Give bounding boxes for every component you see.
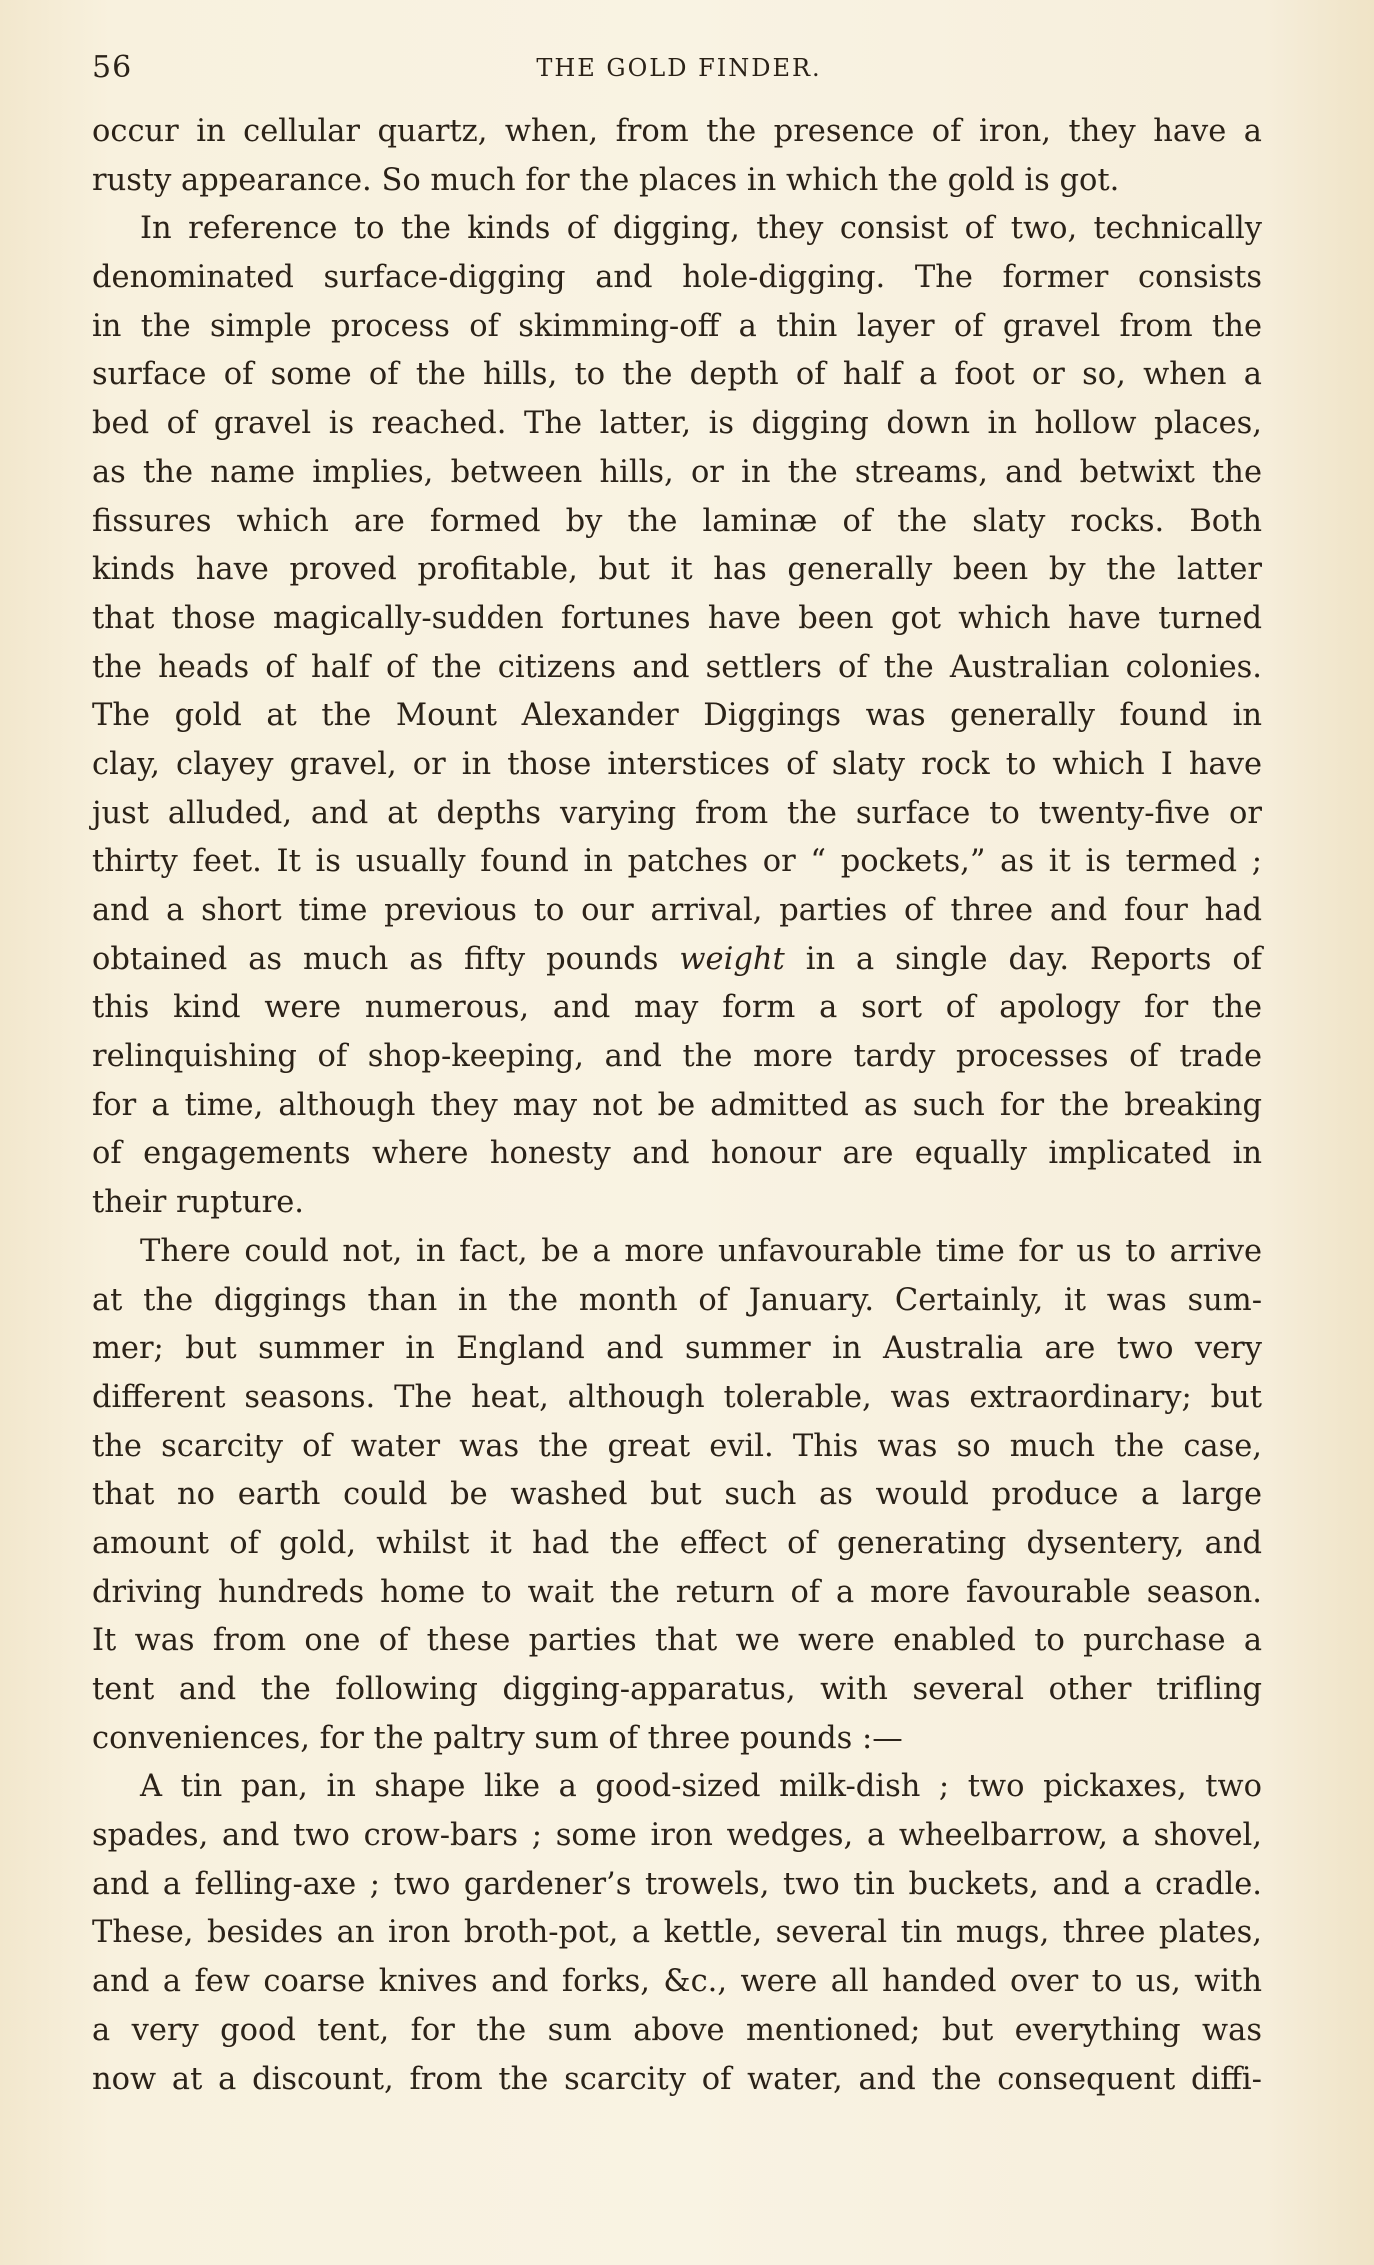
text-line: their rupture. — [92, 1185, 304, 1221]
text-line: There could not, in fact, be a more unfavourable time for us to arrive — [140, 1233, 1262, 1269]
page-number: 56 — [92, 50, 133, 85]
text-line: this kind were numerous, and may form a sort of apology for the — [92, 990, 1262, 1026]
text-line: In reference to the kinds of digging, they consist of two, technically — [140, 211, 1262, 247]
text-line: thirty feet. It is usually found in patches or “ pockets,” as it is termed ; — [92, 844, 1262, 880]
text-line: rusty appearance. So much for the places in which the gold is got. — [92, 162, 1120, 198]
text-line: obtained as much as fifty pounds weight in a single day. Reports of — [92, 941, 1262, 977]
text-line: spades, and two crow-bars ; some iron wedges, a wheelbarrow, a shovel, — [92, 1818, 1262, 1854]
text-line: clay, clayey gravel, or in those interstices of slaty rock to which I have — [92, 746, 1262, 782]
text-line: that no earth could be washed but such as would produce a large — [92, 1477, 1262, 1513]
text-line: and a short time previous to our arrival, parties of three and four had — [92, 893, 1262, 928]
text-line: as the name implies, between hills, or in the streams, and betwixt the — [92, 454, 1262, 490]
text-line: and a few coarse knives and forks, &c., were all handed over to us, with — [92, 1964, 1262, 2000]
running-title: THE GOLD FINDER. — [536, 54, 822, 82]
text-line: now at a discount, from the scarcity of water, and the consequent diffi- — [92, 2061, 1262, 2097]
text-line: for a time, although they may not be admitted as such for the breaking — [92, 1087, 1262, 1123]
text-line: driving hundreds home to wait the return of a more favourable season. — [92, 1574, 1262, 1610]
text-line: the scarcity of water was the great evil. This was so much the case, — [92, 1428, 1262, 1464]
text-line: in the simple process of skimming-off a thin layer of gravel from the — [92, 308, 1262, 344]
text-line: tent and the following digging-apparatus, with several other trifling — [92, 1672, 1262, 1707]
text-line: relinquishing of shop-keeping, and the more tardy processes of trade — [92, 1039, 1262, 1075]
text-line: and a felling-axe ; two gardener’s trowels, two tin buckets, and a cradle. — [92, 1866, 1262, 1902]
text-line: A tin pan, in shape like a good-sized milk-dish ; two pickaxes, two — [140, 1769, 1262, 1805]
text-line: at the diggings than in the month of January. Certainly, it was sum- — [92, 1282, 1262, 1318]
text-line: mer; but summer in England and summer in Australia are two very — [92, 1331, 1262, 1367]
text-line: of engagements where honesty and honour are equally implicated in — [92, 1136, 1262, 1172]
text-line: that those magically-sudden fortunes have been got which have turned — [92, 600, 1262, 636]
text-line: bed of gravel is reached. The latter, is digging down in hollow places, — [92, 406, 1262, 442]
text-line: The gold at the Mount Alexander Diggings was generally found in — [92, 698, 1262, 734]
text-line: occur in cellular quartz, when, from the presence of iron, they have a — [92, 114, 1262, 149]
text-line: fissures which are formed by the laminæ of the slaty rocks. Both — [92, 503, 1262, 539]
text-line: surface of some of the hills, to the depth of half a foot or so, when a — [92, 357, 1262, 393]
text-line: denominated surface-digging and hole-digging. The former consists — [92, 260, 1262, 296]
text-line: different seasons. The heat, although tolerable, was extraordinary; but — [92, 1379, 1262, 1415]
text-line: just alluded, and at depths varying from the surface to twenty-five or — [92, 795, 1262, 831]
text-line: a very good tent, for the sum above mentioned; but everything was — [92, 2012, 1262, 2048]
running-head — [92, 50, 1266, 90]
text-line: These, besides an iron broth-pot, a kettle, several tin mugs, three plates, — [92, 1915, 1262, 1951]
text-line: amount of gold, whilst it had the effect of generating dysentery, and — [92, 1525, 1262, 1561]
body-text — [92, 108, 1262, 2104]
text-line: kinds have proved profitable, but it has generally been by the latter — [92, 552, 1262, 588]
text-line: conveniences, for the paltry sum of three pounds :— — [92, 1720, 903, 1756]
text-line: It was from one of these parties that we were enabled to purchase a — [92, 1623, 1262, 1659]
text-line: the heads of half of the citizens and settlers of the Australian colonies. — [92, 649, 1262, 685]
